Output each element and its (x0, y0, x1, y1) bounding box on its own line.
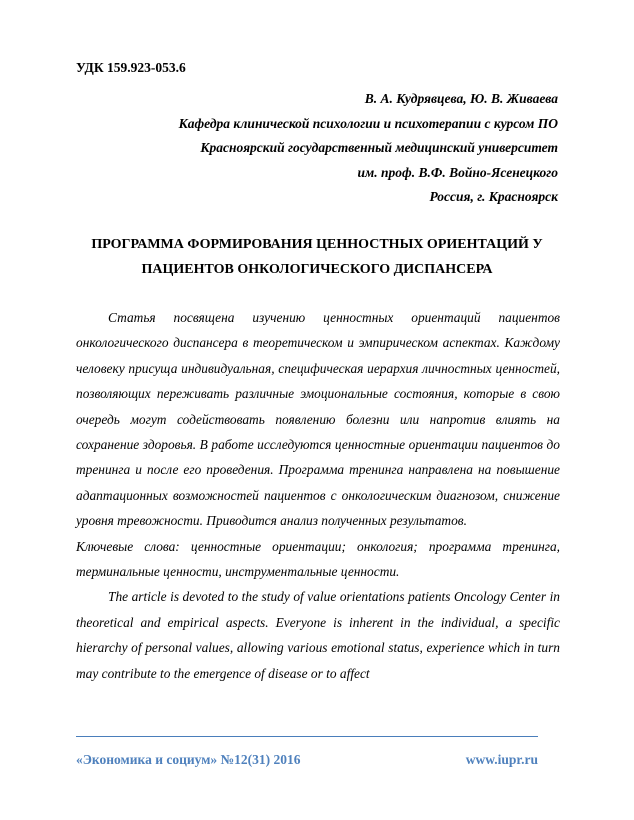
title-line-1: ПРОГРАММА ФОРМИРОВАНИЯ ЦЕННОСТНЫХ ОРИЕНТАЦИЙ У (91, 237, 543, 252)
footer-divider (76, 736, 538, 737)
author-names: В. А. Кудрявцева, Ю. В. Живаева (364, 91, 558, 106)
title-line-2: ПАЦИЕНТОВ ОНКОЛОГИЧЕСКОГО ДИСПАНСЕРА (141, 262, 493, 277)
article-body (76, 305, 560, 686)
udk-code: УДК 159.923-053.6 (76, 60, 186, 75)
author-block (179, 87, 558, 210)
footer-journal: «Экономика и социум» №12(31) 2016 (76, 752, 301, 767)
author-department: Кафедра клинической психологии и психотерапии с курсом ПО (178, 115, 558, 131)
keywords-ru: Ключевые слова: ценностные ориентации; онкология; программа тренинга, терминальные ценности, инструментальные ценности. (76, 538, 560, 580)
author-location: Россия, г. Красноярск (429, 189, 558, 204)
author-university-name: им. проф. В.Ф. Войно-Ясенецкого (357, 164, 558, 180)
footer-website[interactable]: www.iupr.ru (465, 752, 538, 767)
abstract-en: The article is devoted to the study of value orientations patients Oncology Center in theoretical and empirical aspects. Everyone is inherent in the individual, a specific hierarchy of personal values, allowing various emotional status, experience which in turn may contribute to the emergence of disease or to affect (76, 589, 560, 681)
author-university: Красноярский государственный медицинский университет (200, 140, 558, 155)
article-title (60, 232, 574, 282)
abstract-ru: Статья посвящена изучению ценностных ориентаций пациентов онкологического диспансера в теоретическом и эмпирическом аспектах. Каждому человеку присуща индивидуальная, специфическая иерархия личностных ценностей, позволяющих переживать различные эмоциональные состояния, которые в свою очередь могут содействовать появлению болезни или напротив влиять на сохранение здоровья. В работе исследуются ценностные ориентации пациентов до тренинга и после его проведения. Программа тренинга направлена на повышение адаптационных возможностей пациентов с онкологическим диагнозом, снижение уровня тревожности. Приводится анализ полученных результатов. (76, 310, 560, 529)
